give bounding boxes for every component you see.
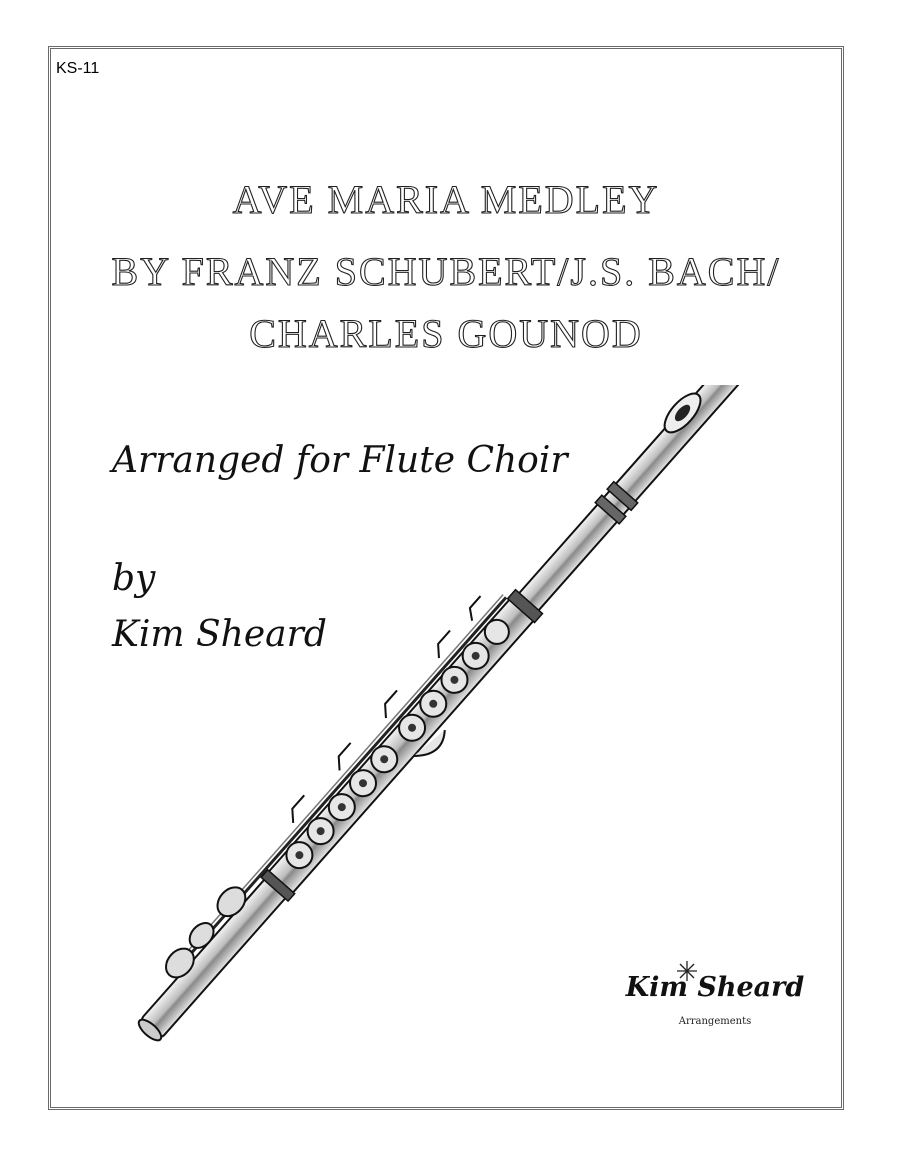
logo-tagline: Arrangements — [678, 1016, 752, 1027]
by-label: by — [112, 558, 156, 599]
subtitle: Arranged for Flute Choir — [112, 440, 568, 481]
title-line-2: BY FRANZ SCHUBERT/J.S. BACH/ — [111, 249, 781, 294]
title-line-1: AVE MARIA MEDLEY — [232, 177, 660, 222]
title-line-3: CHARLES GOUNOD — [249, 311, 643, 356]
catalog-number: KS-11 — [56, 60, 100, 77]
logo-name: Kim Sheard — [625, 972, 805, 1003]
publisher-logo — [620, 960, 810, 1040]
author-name: Kim Sheard — [112, 614, 327, 655]
